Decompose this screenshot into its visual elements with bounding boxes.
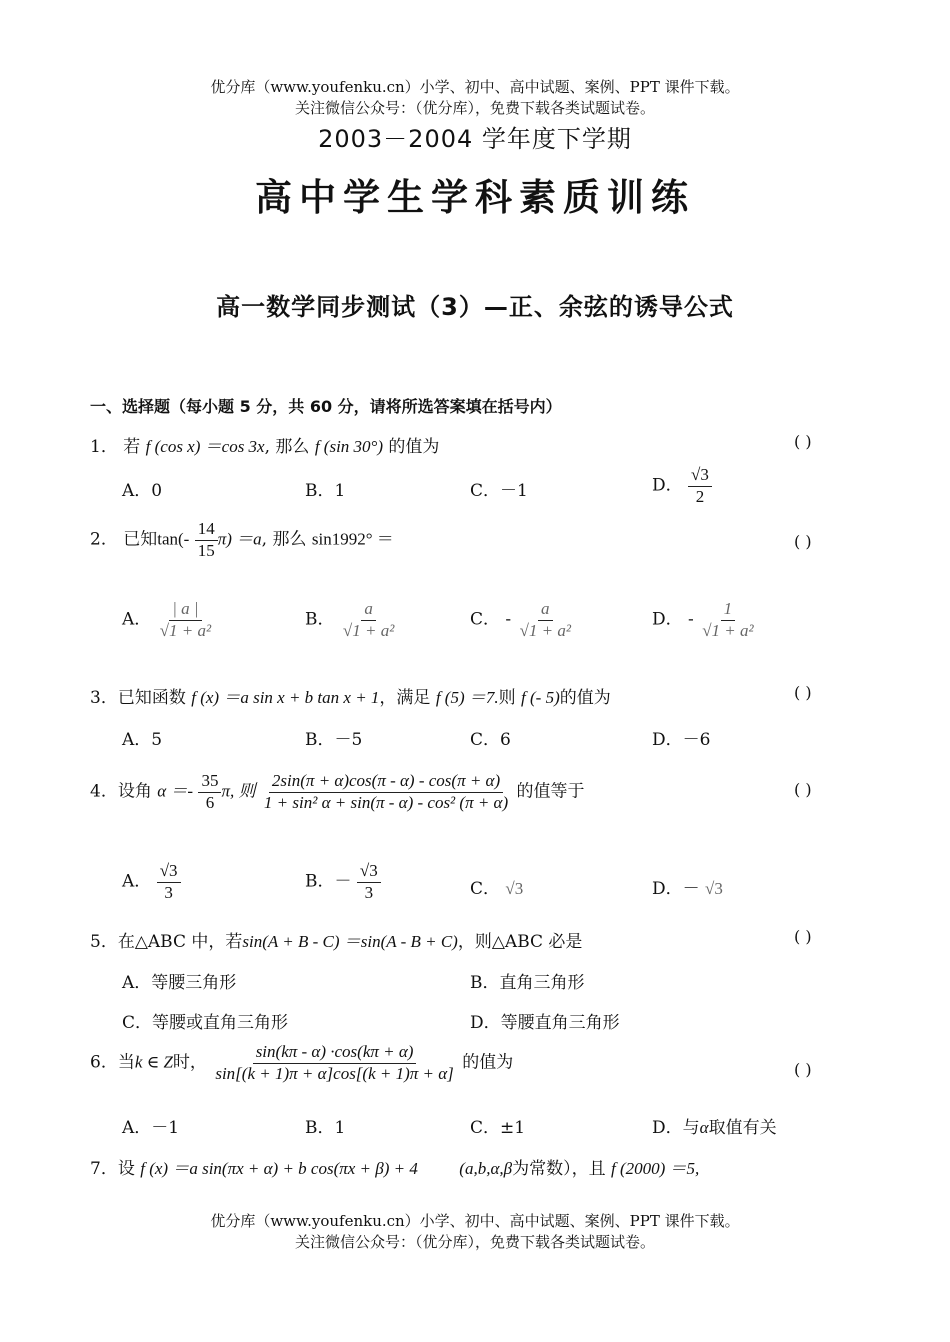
fraction: $\frac{√3}{2}$ — [688, 466, 712, 506]
header-line-1: 优分库（www.youfenku.cn）小学、初中、高中试题、案例、PPT 课件下载。 — [210, 78, 740, 96]
q6-option-d[interactable]: D．与α取值有关 — [652, 1118, 777, 1138]
expression-fraction: $\frac{2\sin(\pi + \alpha)\cos(\pi - \alpha) - \cos(\pi + \alpha)}{\text{1 + sin² α + sin(π - α) - cos² (π + α)}}$ — [263, 771, 509, 812]
q5-option-a[interactable]: A．等腰三角形 — [122, 973, 237, 993]
q2-option-b[interactable]: B． $\frac{a}{\text{√1 + a²}}$ — [305, 599, 395, 640]
q6-option-b[interactable]: B．1 — [305, 1118, 346, 1138]
q5-option-d[interactable]: D．等腰直角三角形 — [470, 1013, 620, 1033]
q1-option-a[interactable]: A．0 — [122, 481, 163, 501]
q5-option-c[interactable]: C．等腰或直角三角形 — [122, 1013, 289, 1033]
q4-option-a[interactable]: A． $\frac{√3}{3}$ — [122, 862, 181, 902]
section-heading: 一、选择题（每小题 5 分，共 60 分，请将所选答案填在括号内） — [90, 397, 562, 416]
fraction: $\frac{14}{15}$ — [195, 520, 218, 560]
q3-option-c[interactable]: C．6 — [470, 730, 511, 750]
school-year: 2003－2004 学年度下学期 — [318, 125, 632, 153]
q2-option-c[interactable]: C． - $\frac{a}{\text{√1 + a²}}$ — [470, 599, 571, 640]
answer-blank[interactable]: ( ) — [794, 1060, 812, 1079]
q3-option-a[interactable]: A．5 — [122, 730, 163, 750]
footer-line-2: 关注微信公众号：（优分库），免费下载各类试题试卷。 — [294, 1233, 655, 1251]
question-3: 3．已知函数 f (x) ＝a sin x + b tan x + 1，满足 f (5) ＝7.则 f (- 5)的值为 — [90, 688, 611, 708]
q1-option-b[interactable]: B．1 — [305, 481, 346, 501]
q4-option-b[interactable]: B．－ $\frac{√3}{3}$ — [305, 862, 381, 902]
question-5: 5．在△ABC 中，若sin(A + B - C) ＝sin(A - B + C)，则△ABC 必是 — [90, 932, 583, 952]
q6-option-a[interactable]: A．－1 — [122, 1118, 180, 1138]
footer-line-1: 优分库（www.youfenku.cn）小学、初中、高中试题、案例、PPT 课件下载。 — [210, 1212, 740, 1230]
q1-option-c[interactable]: C．－1 — [470, 481, 528, 501]
q3-option-b[interactable]: B．－5 — [305, 730, 363, 750]
q3-option-d[interactable]: D．－6 — [652, 730, 711, 750]
q1-option-d[interactable]: D． $\frac{√3}{2}$ — [652, 466, 712, 506]
subtitle: 高一数学同步测试（3）—正、余弦的诱导公式 — [216, 293, 734, 321]
fraction: $\frac{35}{6}$ — [198, 772, 221, 812]
q2-option-a[interactable]: A． $\frac{| a |}{\text{√1 + a²}}$ — [122, 599, 212, 640]
expression-fraction: $\frac{\sin(k\pi - \alpha) \cdot\cos(k\pi + \alpha)}{\sin[(k + 1)\pi + \alpha]\cos[(k + 1)\pi + \alpha]}$ — [215, 1042, 454, 1083]
main-title: 高中学生学科素质训练 — [255, 176, 695, 219]
q4-option-c[interactable]: C． √3 — [470, 879, 524, 899]
question-6: 6．当k ∈ Z时， $\frac{\sin(k\pi - \alpha) \cdot\cos(k\pi + \alpha)}{\sin[(k + 1)\pi + \alpha]\cos[(k + 1)\pi + \alpha]}$ 的值为 — [90, 1042, 514, 1083]
q5-option-b[interactable]: B．直角三角形 — [470, 973, 585, 993]
answer-blank[interactable]: ( ) — [794, 780, 812, 799]
question-7: 7．设 f (x) ＝a sin(πx + α) + b cos(πx + β) + 4 (a,b,α,β为常数），且 f (2000) ＝5, — [90, 1159, 700, 1179]
q4-option-d[interactable]: D．－ √3 — [652, 879, 723, 899]
question-number: 1． — [90, 437, 118, 457]
answer-blank[interactable]: ( ) — [794, 927, 812, 946]
q6-option-c[interactable]: C．±1 — [470, 1118, 526, 1138]
answer-blank[interactable]: ( ) — [794, 532, 812, 551]
answer-blank[interactable]: ( ) — [794, 432, 812, 451]
q2-option-d[interactable]: D． - $\frac{1}{\text{√1 + a²}}$ — [652, 599, 754, 640]
answer-blank[interactable]: ( ) — [794, 683, 812, 702]
question-4: 4．设角 α ＝- $\frac{35}{6}$ π, 则 $\frac{2\sin(\pi + \alpha)\cos(\pi - \alpha) - \cos(\pi + \alpha)}{\text{1 + sin² α + sin(π - α) - cos² (π + α)}}$ 的值等于 — [90, 771, 585, 812]
header-line-2: 关注微信公众号：（优分库），免费下载各类试题试卷。 — [294, 99, 655, 117]
question-1: 1． 若 f (cos x) ＝cos 3x, 那么 f (sin 30°) 的值为 — [90, 437, 440, 457]
question-2: 2． 已知tan(- $\frac{14}{15}$ π) ＝a, 那么 sin1992° ＝ — [90, 519, 394, 560]
